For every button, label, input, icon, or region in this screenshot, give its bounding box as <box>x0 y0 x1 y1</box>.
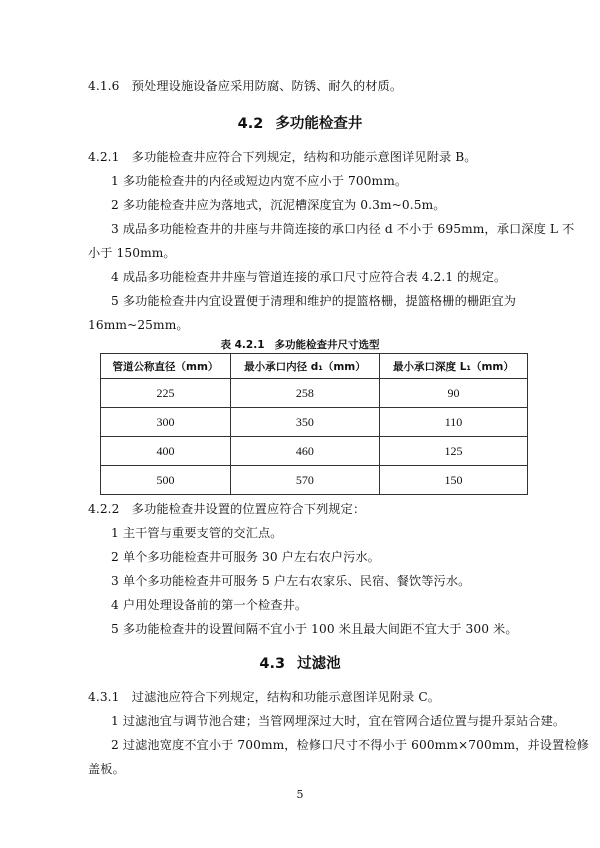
column-header: 管道公称直径（mm） <box>101 354 231 379</box>
table-header-row <box>101 354 528 379</box>
table-cell: 258 <box>230 379 379 408</box>
clause-4-2-1-item-5-cont: 16mm~25mm。 <box>88 318 189 332</box>
table-cell: 400 <box>101 437 231 466</box>
clause-4-2-1-item-2: 2 多功能检查井应为落地式，沉泥槽深度宜为 0.3m~0.5m。 <box>111 198 446 212</box>
section-title: 过滤池 <box>297 656 341 672</box>
column-header: 最小承口内径 d₁（mm） <box>230 354 379 379</box>
table-row <box>101 379 528 408</box>
table-cell: 150 <box>379 466 527 495</box>
clause-4-2-1-item-3-cont: 小于 150mm。 <box>88 246 176 260</box>
clause-4-2-2-item-3: 3 单个多功能检查井可服务 5 户左右农家乐、民宿、餐饮等污水。 <box>111 574 471 588</box>
clause-4-2-2-item-1: 1 主干管与重要支管的交汇点。 <box>111 526 283 540</box>
section-title: 多功能检查井 <box>275 116 363 132</box>
clause-4-2-1-intro: 4.2.1 多功能检查井应符合下列规定，结构和功能示意图详见附录 B。 <box>88 150 477 164</box>
table-row <box>101 466 528 495</box>
size-selection-table <box>100 353 528 495</box>
section-number: 4.3 <box>259 656 286 672</box>
table-cell: 225 <box>101 379 231 408</box>
column-header: 最小承口深度 L₁（mm） <box>379 354 527 379</box>
table-cell: 90 <box>379 379 527 408</box>
section-number: 4.2 <box>237 116 264 132</box>
section-heading-4-3 <box>0 652 600 673</box>
table-number: 表 4.2.1 <box>220 339 265 351</box>
clause-4-2-2-item-4: 4 户用处理设备前的第一个检查井。 <box>111 598 308 612</box>
table-cell: 110 <box>379 408 527 437</box>
clause-4-3-1-item-2-cont: 盖板。 <box>88 762 125 776</box>
table-cell: 350 <box>230 408 379 437</box>
clause-4-2-1-item-3: 3 成品多功能检查井的井座与井筒连接的承口内径 d 不小于 695mm，承口深度 L 不 <box>111 222 575 236</box>
clause-4-3-1-item-1: 1 过滤池宜与调节池合建；当管网埋深过大时，宜在管网合适位置与提升泵站合建。 <box>111 714 566 728</box>
clause-4-1-6: 4.1.6 预处理设施设备应采用防腐、防锈、耐久的材质。 <box>88 79 403 93</box>
clause-4-2-1-item-5: 5 多功能检查井内宜设置便于清理和维护的提篮格栅，提篮格栅的栅距宜为 <box>111 294 517 308</box>
clause-4-2-1-item-4: 4 成品多功能检查井井座与管道连接的承口尺寸应符合表 4.2.1 的规定。 <box>111 270 507 284</box>
clause-4-3-1-intro: 4.3.1 过滤池应符合下列规定，结构和功能示意图详见附录 C。 <box>88 690 441 704</box>
table-cell: 570 <box>230 466 379 495</box>
clause-4-2-2-item-5: 5 多功能检查井的设置间隔不宜小于 100 米且最大间距不宜大于 300 米。 <box>111 622 518 636</box>
table-cell: 460 <box>230 437 379 466</box>
table-cell: 125 <box>379 437 527 466</box>
clause-4-2-2-item-2: 2 单个多功能检查井可服务 30 户左右农户污水。 <box>111 550 380 564</box>
table-cell: 300 <box>101 408 231 437</box>
section-heading-4-2 <box>0 112 600 133</box>
table-caption <box>0 337 600 352</box>
clause-4-2-2-intro: 4.2.2 多功能检查井设置的位置应符合下列规定： <box>88 502 366 516</box>
table-cell: 500 <box>101 466 231 495</box>
clause-4-3-1-item-2: 2 过滤池宽度不宜小于 700mm，检修口尺寸不得小于 600mm×700mm，并设置检修 <box>111 738 589 752</box>
table-title: 多功能检查井尺寸选型 <box>274 339 380 351</box>
table-row <box>101 408 528 437</box>
page-number: 5 <box>296 788 304 801</box>
clause-4-2-1-item-1: 1 多功能检查井的内径或短边内宽不应小于 700mm。 <box>111 174 408 188</box>
table-row <box>101 437 528 466</box>
